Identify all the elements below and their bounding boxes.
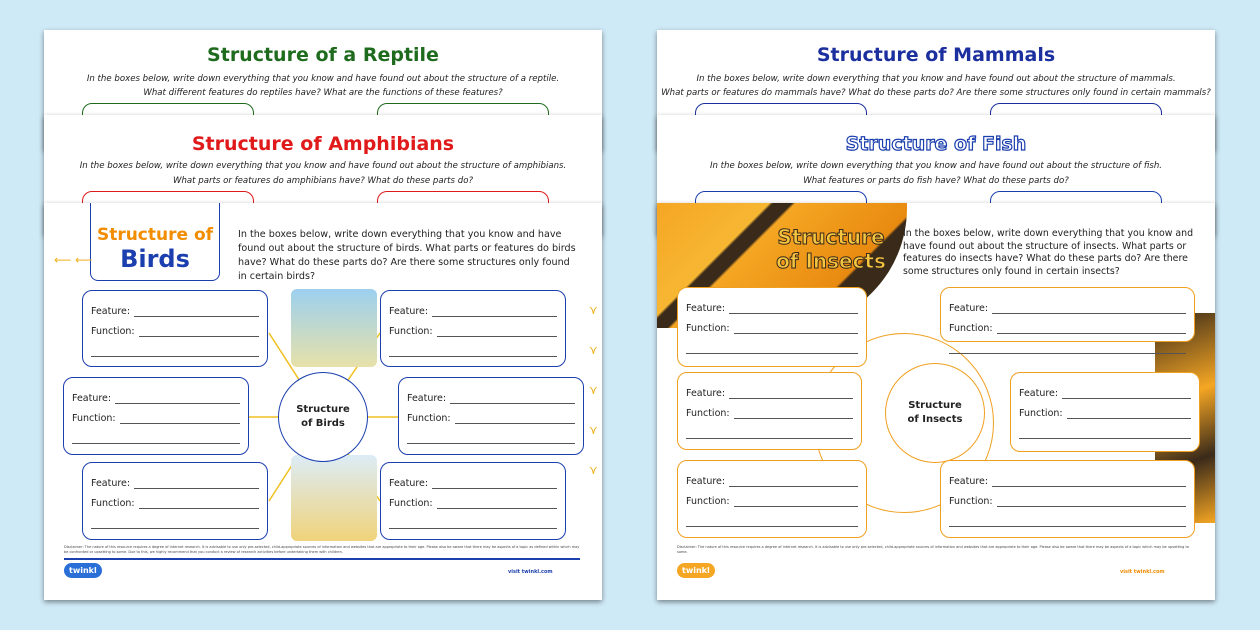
birds-title-line1: Structure of: [96, 225, 214, 245]
feature-line[interactable]: [432, 479, 557, 489]
mammals-intro-1: In the boxes below, write down everything that you know and have found out about the structure of mammals.: [696, 74, 1176, 84]
feature-line[interactable]: [992, 477, 1186, 487]
insects-intro: In the boxes below, write down everything that you know and have found out about the structure of insects. What parts or features do insects have? What do these parts do? Are there some structures only found in certain insects?: [903, 228, 1194, 278]
reptile-intro-1: In the boxes below, write down everything that you know and have found out about the structure of a reptile.: [86, 74, 560, 84]
answer-line[interactable]: [686, 334, 858, 354]
feature-label: Feature:: [949, 303, 989, 314]
insects-answer-box[interactable]: [1010, 372, 1200, 452]
birds-footer-line: [64, 558, 580, 560]
feature-line[interactable]: [450, 394, 575, 404]
feature-row[interactable]: [72, 384, 240, 404]
birds-intro: In the boxes below, write down everything that you know and have found out about the structure of birds. What parts or features do birds have? What do these parts do? Are there some structures only found in certain birds?: [238, 229, 576, 282]
function-label: Function:: [91, 498, 135, 509]
function-row[interactable]: [1019, 399, 1191, 419]
insects-answer-box[interactable]: [940, 287, 1195, 342]
birds-disclaimer: Disclaimer: The nature of this resource requires a degree of internet research. It is advisable to use only pre-selected, child-appropriate sources of information and websites that are appropriate to their age. Please also be aware that there may be aspects of a topic as defined within which may be confronted or upsetting to some. Due to this, we highly recommend that you conduct a review of research activities before undertaking them with children.: [64, 545, 580, 554]
answer-line[interactable]: [686, 507, 858, 527]
function-line[interactable]: [437, 327, 557, 337]
feature-label: Feature:: [91, 306, 131, 317]
feature-row[interactable]: [91, 469, 259, 489]
birds-answer-box[interactable]: [63, 377, 249, 455]
birds-visit-link[interactable]: visit twinkl.com: [508, 569, 553, 575]
feature-line[interactable]: [729, 304, 858, 314]
insects-twinkl-logo[interactable]: twinkl: [677, 563, 715, 578]
feature-line[interactable]: [729, 389, 853, 399]
insects-disclaimer: Disclaimer: The nature of this resource requires a degree of internet research. It is advisable to use only pre-selected, child-appropriate sources of information and websites that are appropriate to their age. Please also be aware that there may be aspects of a topic which may be upsetting to some.: [677, 545, 1190, 554]
feature-line[interactable]: [134, 307, 259, 317]
feature-label: Feature:: [407, 393, 447, 404]
birds-answer-box[interactable]: [82, 462, 268, 540]
bird-footprints-icon: ⟵ ⟵: [54, 253, 93, 267]
function-line[interactable]: [734, 497, 858, 507]
insects-visit-link[interactable]: visit twinkl.com: [1120, 569, 1165, 575]
feature-row[interactable]: [389, 297, 557, 317]
birds-answer-box[interactable]: [82, 290, 268, 367]
function-line[interactable]: [997, 324, 1186, 334]
insects-title: [771, 225, 891, 273]
feature-row[interactable]: [91, 297, 259, 317]
function-label: Function:: [407, 413, 451, 424]
answer-line[interactable]: [91, 337, 259, 357]
amphibians-title: Structure of Amphibians: [191, 133, 455, 155]
answer-line[interactable]: [389, 509, 557, 529]
feature-label: Feature:: [389, 306, 429, 317]
function-line[interactable]: [139, 499, 259, 509]
function-line[interactable]: [120, 414, 240, 424]
function-label: Function:: [686, 408, 730, 419]
feature-line[interactable]: [134, 479, 259, 489]
feature-label: Feature:: [389, 478, 429, 489]
function-label: Function:: [686, 323, 730, 334]
answer-line[interactable]: [949, 507, 1186, 527]
function-label: Function:: [72, 413, 116, 424]
function-label: Function:: [389, 498, 433, 509]
feature-label: Feature:: [1019, 388, 1059, 399]
hummingbird-image: [291, 289, 377, 367]
insects-answer-box[interactable]: [677, 287, 867, 367]
feature-label: Feature:: [91, 478, 131, 489]
mammals-intro-2: What parts or features do mammals have? What do these parts do? Are there some structures only found in certain mammals?: [661, 88, 1211, 98]
answer-line[interactable]: [949, 334, 1186, 354]
amphibians-intro-2: What parts or features do amphibians have? What do these parts do?: [172, 176, 474, 186]
center-circle: Structure of Insects: [885, 363, 985, 463]
function-label: Function:: [1019, 408, 1063, 419]
answer-line[interactable]: [407, 424, 575, 444]
insects-title-line2: of Insects: [776, 249, 886, 273]
function-label: Function:: [389, 326, 433, 337]
answer-line[interactable]: [72, 424, 240, 444]
feature-row[interactable]: [949, 294, 1186, 314]
function-row[interactable]: [686, 399, 853, 419]
birds-answer-box[interactable]: [380, 462, 566, 540]
insects-answer-box[interactable]: [677, 460, 867, 538]
function-line[interactable]: [437, 499, 557, 509]
feature-row[interactable]: [686, 379, 853, 399]
function-row[interactable]: [91, 317, 259, 337]
feature-row[interactable]: [949, 467, 1186, 487]
reptile-intro-2: What different features do reptiles have? What are the functions of these features?: [143, 88, 503, 98]
feature-row[interactable]: [1019, 379, 1191, 399]
function-row[interactable]: [72, 404, 240, 424]
reptile-title: Structure of a Reptile: [207, 44, 439, 66]
function-row[interactable]: [407, 404, 575, 424]
feature-line[interactable]: [432, 307, 557, 317]
feature-label: Feature:: [949, 476, 989, 487]
function-line[interactable]: [455, 414, 575, 424]
fish-intro-2: What features or parts do fish have? What do these parts do?: [803, 176, 1069, 186]
function-row[interactable]: [389, 489, 557, 509]
function-label: Function:: [949, 323, 993, 334]
function-line[interactable]: [734, 324, 858, 334]
function-row[interactable]: [686, 314, 858, 334]
feature-line[interactable]: [729, 477, 858, 487]
function-label: Function:: [949, 496, 993, 507]
feature-label: Feature:: [686, 388, 726, 399]
insects-title-line1: Structure: [777, 225, 885, 249]
feature-label: Feature:: [686, 303, 726, 314]
feature-row[interactable]: [686, 467, 858, 487]
birds-twinkl-logo[interactable]: twinkl: [64, 563, 102, 578]
feature-line[interactable]: [115, 394, 240, 404]
feature-line[interactable]: [992, 304, 1186, 314]
center-circle: Structure of Birds: [278, 372, 368, 462]
function-row[interactable]: [949, 314, 1186, 334]
feature-label: Feature:: [686, 476, 726, 487]
insects-answer-box[interactable]: [940, 460, 1195, 538]
function-line[interactable]: [1067, 409, 1191, 419]
fish-intro-1: In the boxes below, write down everything that you know and have found out about the structure of fish.: [709, 161, 1163, 171]
feature-line[interactable]: [1062, 389, 1191, 399]
birds-answer-box[interactable]: [380, 290, 566, 367]
birds-title-line2: Birds: [120, 245, 190, 273]
mammals-title: Structure of Mammals: [816, 44, 1056, 66]
feature-row[interactable]: [389, 469, 557, 489]
insects-answer-box[interactable]: [677, 372, 862, 450]
answer-line[interactable]: [91, 509, 259, 529]
feature-label: Feature:: [72, 393, 112, 404]
function-label: Function:: [91, 326, 135, 337]
function-line[interactable]: [997, 497, 1186, 507]
function-label: Function:: [686, 496, 730, 507]
birds-answer-box[interactable]: [398, 377, 584, 455]
fish-title: Structure of Fish: [845, 133, 1027, 155]
feature-row[interactable]: [407, 384, 575, 404]
answer-line[interactable]: [1019, 419, 1191, 439]
function-line[interactable]: [734, 409, 853, 419]
feature-row[interactable]: [686, 294, 858, 314]
answer-line[interactable]: [686, 419, 853, 439]
amphibians-intro-1: In the boxes below, write down everything that you know and have found out about the structure of amphibians.: [79, 161, 567, 171]
answer-line[interactable]: [389, 337, 557, 357]
function-line[interactable]: [139, 327, 259, 337]
ostrich-image: [291, 455, 377, 541]
function-row[interactable]: [686, 487, 858, 507]
function-row[interactable]: [91, 489, 259, 509]
function-row[interactable]: [949, 487, 1186, 507]
function-row[interactable]: [389, 317, 557, 337]
bird-footprints-icon: ⋎ ⋎ ⋎ ⋎ ⋎: [589, 303, 598, 477]
